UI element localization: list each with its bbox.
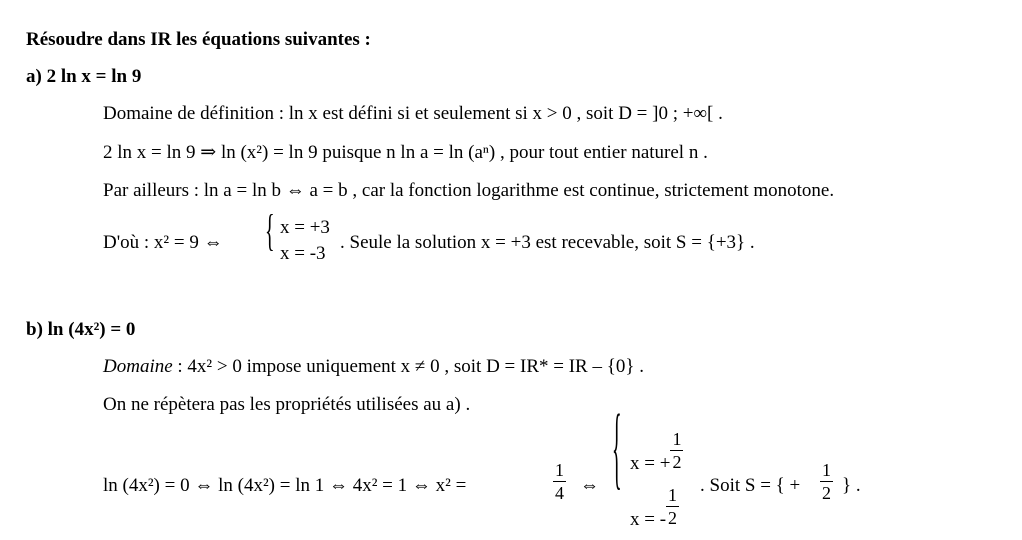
- part-b-domain-line: [103, 357, 644, 376]
- sys1-left: x = +: [630, 452, 671, 474]
- domain-text: : 4x² > 0 impose uniquement x ≠ 0 , soit D = IR* = IR – {0} .: [177, 356, 644, 377]
- sol-den: 2: [822, 483, 831, 503]
- part-b-quarter-fraction: [553, 461, 566, 502]
- sys1-den: 2: [672, 452, 682, 472]
- part-a-conclusion-prefix: D'où : x² = 9 ⇔: [103, 232, 223, 253]
- part-a-monotone-line: Par ailleurs : ln a = ln b ⇔ a = b , car la fonction logarithme est continue, strictement monotone.: [103, 180, 835, 201]
- part-a-conclusion-suffix: . Seule la solution x = +3 est recevable, soit S = {+3} .: [340, 232, 755, 253]
- part-b-solution-prefix: . Soit S = { +: [700, 475, 801, 496]
- part-a-domain-line: Domaine de définition : ln x est défini si et seulement si x > 0 , soit D = ]0 ; +∞[ .: [103, 103, 723, 124]
- part-b-solution-fraction: [820, 461, 833, 502]
- part-a-system-eq2: x = -3: [280, 243, 326, 264]
- part-b-system-brace: {: [612, 399, 622, 501]
- exercise-title: Résoudre dans IR les équations suivantes :: [26, 29, 371, 50]
- part-b-solution-end: } .: [842, 475, 861, 496]
- part-a-system-eq1: x = +3: [280, 217, 330, 238]
- part-a-heading: a) 2 ln x = ln 9: [26, 66, 142, 87]
- quarter-den: 4: [555, 483, 564, 503]
- part-b-note-line: On ne répètera pas les propriétés utilisées au a) .: [103, 394, 471, 415]
- sol-num: 1: [822, 460, 831, 480]
- sys2-left: x = -: [630, 508, 667, 530]
- part-b-system-eq1: [630, 429, 683, 474]
- part-b-system-eq2: [630, 485, 679, 530]
- part-a-system-brace: {: [265, 207, 275, 257]
- quarter-num: 1: [555, 460, 564, 480]
- part-a-property-line: 2 ln x = ln 9 ⇒ ln (x²) = ln 9 puisque n ln a = ln (aⁿ) , pour tout entier naturel n .: [103, 142, 708, 163]
- sys2-num: 1: [668, 485, 678, 505]
- part-b-equiv: ⇔: [580, 475, 599, 496]
- domain-label: Domaine: [103, 356, 173, 377]
- sys1-num: 1: [672, 429, 682, 449]
- part-b-equation-prefix: ln (4x²) = 0 ⇔ ln (4x²) = ln 1 ⇔ 4x² = 1 ⇔ x² =: [103, 475, 467, 496]
- part-b-heading: b) ln (4x²) = 0: [26, 319, 136, 340]
- sys2-den: 2: [668, 508, 678, 528]
